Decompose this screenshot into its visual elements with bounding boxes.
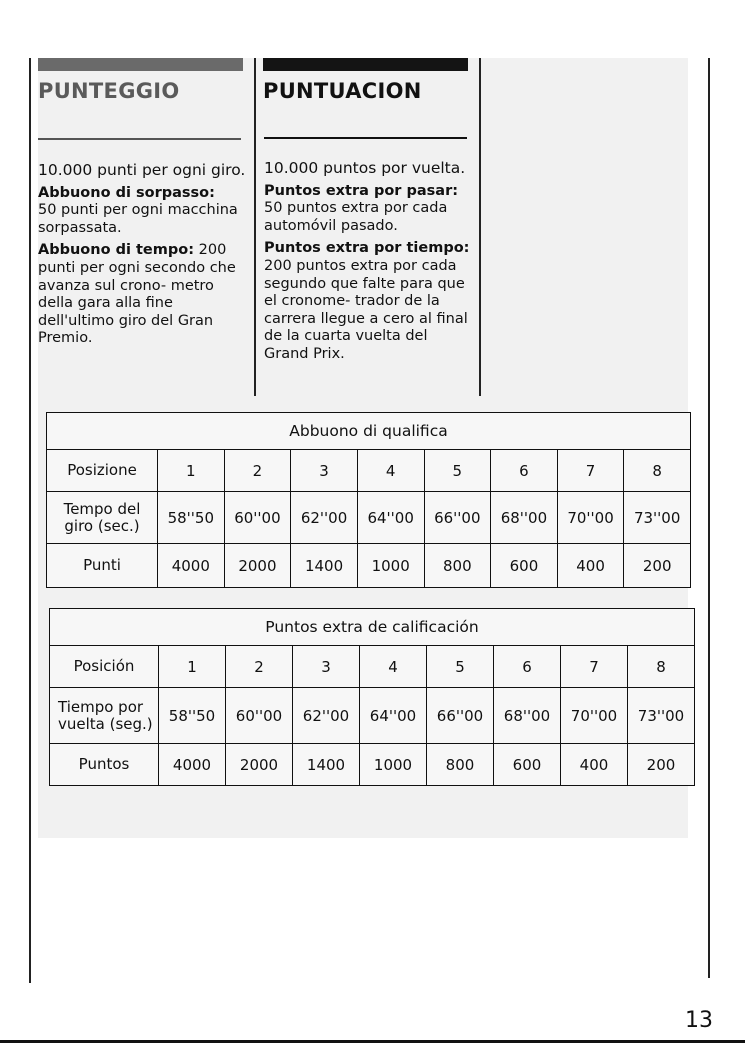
table-cell: 66''00: [424, 492, 491, 544]
italian-heading-rule: [38, 138, 241, 140]
spanish-body: [264, 160, 474, 369]
table-row-points: [47, 544, 691, 588]
right-margin-line: [708, 58, 710, 978]
table-cell: 6: [491, 450, 558, 492]
table-cell: 4000: [159, 744, 226, 786]
spanish-overtake: [264, 183, 474, 236]
row-label: [50, 688, 159, 744]
table-cell: 200: [628, 744, 695, 786]
table-cell: 66''00: [427, 688, 494, 744]
table-cell: 7: [561, 646, 628, 688]
row-label-line: vuelta (seg.): [58, 714, 153, 733]
table-cell: 1400: [291, 544, 358, 588]
table-cell: 7: [557, 450, 624, 492]
table-cell: 800: [427, 744, 494, 786]
table-cell: 8: [624, 450, 691, 492]
table-cell: 58''50: [159, 688, 226, 744]
table-cell: 3: [293, 646, 360, 688]
italian-column: [38, 58, 243, 103]
table-row-times: [47, 492, 691, 544]
italian-qualification-table: [46, 412, 691, 588]
italian-overtake: [38, 185, 248, 238]
table-row-points: [50, 744, 695, 786]
table-cell: 200: [624, 544, 691, 588]
table-cell: 2: [224, 450, 291, 492]
table-cell: 64''00: [357, 492, 424, 544]
table-cell: 60''00: [224, 492, 291, 544]
italian-time-label: Abbuono di tempo:: [38, 242, 195, 259]
page-number: 13: [685, 1008, 713, 1033]
table-cell: 600: [494, 744, 561, 786]
page-bottom-edge: [0, 1040, 745, 1043]
table-title: Puntos extra de calificación: [50, 609, 695, 646]
italian-overtake-label: Abbuono di sorpasso:: [38, 184, 215, 201]
column-divider-line: [254, 58, 256, 396]
table-row-positions: [47, 450, 691, 492]
italian-time: [38, 242, 248, 348]
spanish-time-text: 200 puntos extra por cada segundo que falte para que el cronome- trador de la carrera llegue a cero al final de la cuarta vuelta del Grand Prix.: [264, 257, 468, 362]
table-cell: 62''00: [293, 688, 360, 744]
table-row-times: [50, 688, 695, 744]
row-label-line: Tempo del: [63, 499, 141, 518]
table-cell: 400: [557, 544, 624, 588]
spanish-lead: 10.000 puntos por vuelta.: [264, 159, 466, 177]
table-cell: 1000: [360, 744, 427, 786]
italian-lead: 10.000 punti per ogni giro.: [38, 161, 246, 179]
table-cell: 70''00: [561, 688, 628, 744]
table-cell: 1400: [293, 744, 360, 786]
table-cell: 5: [424, 450, 491, 492]
table-cell: 4: [360, 646, 427, 688]
table-cell: 58''50: [158, 492, 225, 544]
table-cell: 5: [427, 646, 494, 688]
italian-overtake-text: 50 punti per ogni macchina sorpassata.: [38, 202, 238, 236]
table-cell: 2000: [224, 544, 291, 588]
table-cell: 400: [561, 744, 628, 786]
table-cell: 4: [357, 450, 424, 492]
table-cell: 600: [491, 544, 558, 588]
spanish-time-label: Puntos extra por tiempo:: [264, 240, 470, 257]
table-cell: 2000: [226, 744, 293, 786]
heading-bar: [263, 58, 468, 71]
table-cell: 73''00: [628, 688, 695, 744]
table-cell: 60''00: [226, 688, 293, 744]
table-cell: 62''00: [291, 492, 358, 544]
row-label: [47, 492, 158, 544]
table-row-positions: [50, 646, 695, 688]
table-cell: 800: [424, 544, 491, 588]
table-cell: 4000: [158, 544, 225, 588]
table-cell: 3: [291, 450, 358, 492]
row-label: Puntos: [50, 744, 159, 786]
italian-time-text: 200 punti per ogni secondo che avanza sul crono- metro della gara alla fine dell'ultimo giro del Gran Premio.: [38, 242, 236, 347]
row-label: Punti: [47, 544, 158, 588]
table-cell: 1: [158, 450, 225, 492]
spanish-overtake-text: 50 puntos extra por cada automóvil pasado.: [264, 200, 448, 234]
table-cell: 68''00: [494, 688, 561, 744]
heading-bar: [38, 58, 243, 71]
table-cell: 1000: [357, 544, 424, 588]
row-label: Posizione: [47, 450, 158, 492]
spanish-time: [264, 240, 474, 363]
table-cell: 8: [628, 646, 695, 688]
spanish-heading-rule: [264, 137, 467, 139]
row-label: Posición: [50, 646, 159, 688]
spanish-heading: PUNTUACION: [263, 79, 422, 103]
table-cell: 6: [494, 646, 561, 688]
table-cell: 70''00: [557, 492, 624, 544]
table-cell: 73''00: [624, 492, 691, 544]
column-divider-line-right: [479, 58, 481, 396]
row-label-line: giro (sec.): [64, 516, 140, 535]
table-cell: 2: [226, 646, 293, 688]
left-margin-line: [29, 58, 31, 983]
italian-body: [38, 162, 248, 353]
spanish-qualification-table: [49, 608, 695, 786]
table-title: Abbuono di qualifica: [47, 413, 691, 450]
row-label-line: Tiempo por: [58, 697, 144, 716]
table-cell: 64''00: [360, 688, 427, 744]
spanish-column: [263, 58, 468, 103]
spanish-overtake-label: Puntos extra por pasar:: [264, 182, 459, 199]
italian-heading: PUNTEGGIO: [38, 79, 180, 103]
table-cell: 68''00: [491, 492, 558, 544]
table-cell: 1: [159, 646, 226, 688]
